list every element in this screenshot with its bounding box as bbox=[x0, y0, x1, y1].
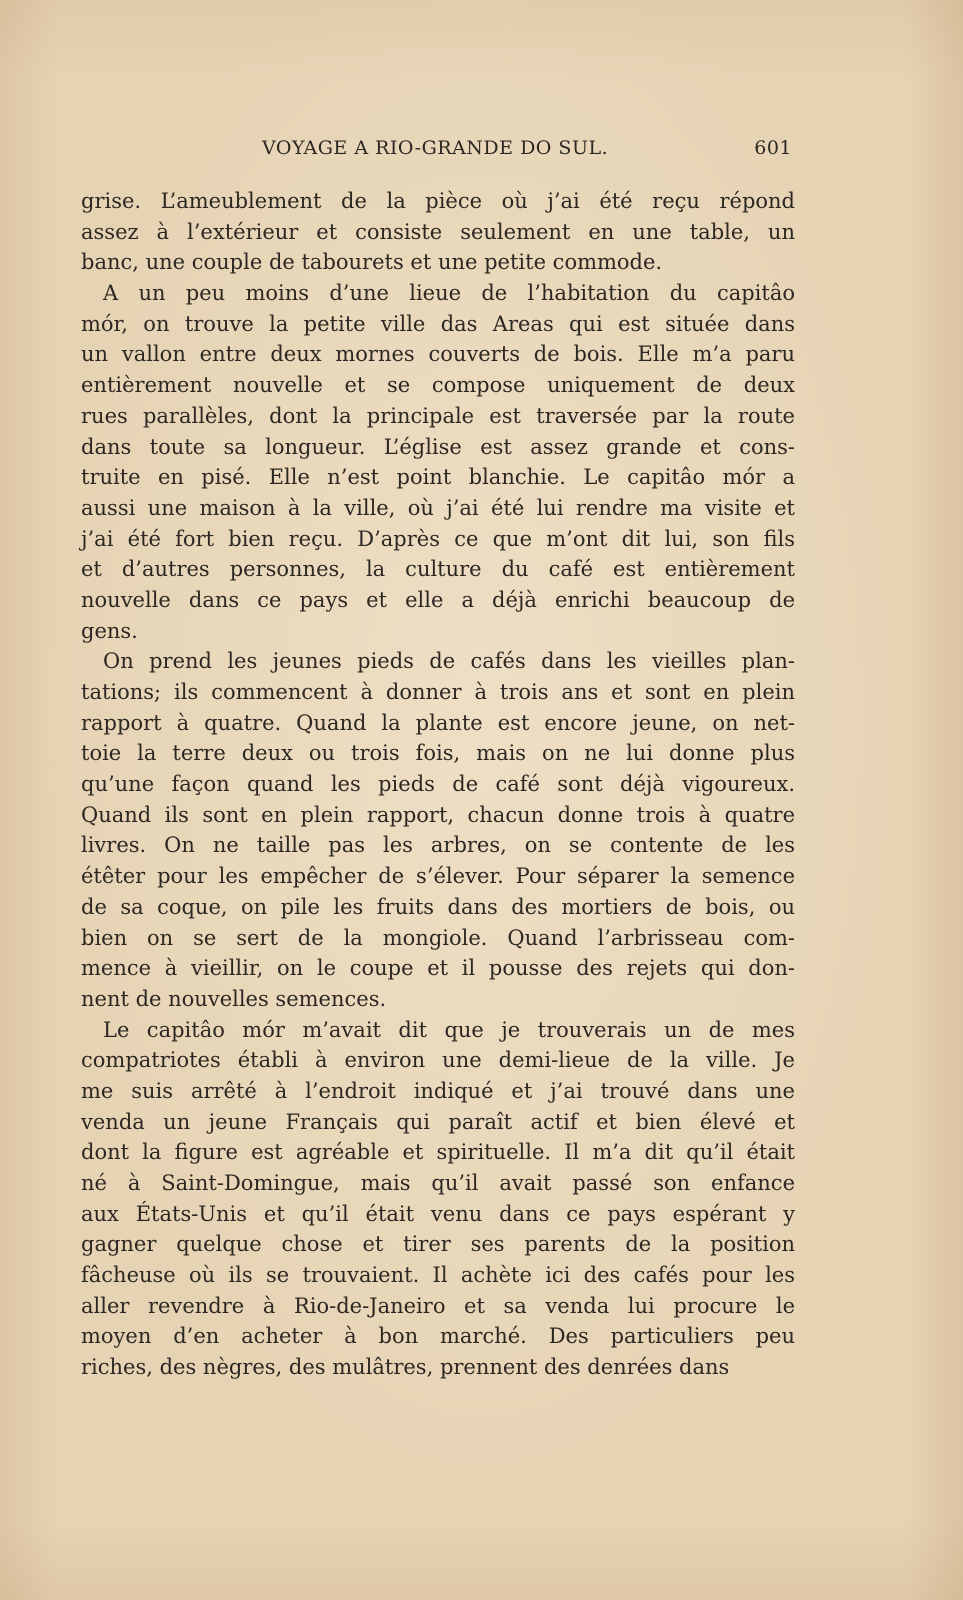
text-line: né à Saint-Domingue, mais qu’il avait passé son enfance bbox=[81, 1171, 795, 1195]
text-line: nent de nouvelles semences. bbox=[81, 986, 387, 1011]
page-number: 601 bbox=[754, 137, 792, 159]
text-line: Le capitâo mór m’avait dit que je trouverais un de mes bbox=[103, 1017, 795, 1042]
text-line: livres. On ne taille pas les arbres, on se contente de les bbox=[81, 833, 795, 858]
text-line: compatriotes établi à environ une demi-lieue de la ville. Je bbox=[81, 1048, 795, 1073]
text-line: aux États-Unis et qu’il était venu dans ce pays espérant y bbox=[81, 1201, 795, 1226]
running-head bbox=[262, 137, 792, 169]
text-line: dont la figure est agréable et spirituelle. Il m’a dit qu’il était bbox=[81, 1140, 795, 1165]
text-line: grise. L’ameublement de la pièce où j’ai été reçu répond bbox=[81, 189, 795, 213]
text-line: A un peu moins d’une lieue de l’habitation du capitâo bbox=[103, 281, 795, 306]
text-line: gagner quelque chose et tirer ses parents de la position bbox=[81, 1232, 795, 1257]
text-line: dans toute sa longueur. L’église est assez grande et cons- bbox=[81, 434, 795, 459]
text-line: mence à vieillir, on le coupe et il pousse des rejets qui don- bbox=[81, 956, 795, 981]
text-line: et d’autres personnes, la culture du café est entièrement bbox=[81, 557, 795, 582]
body-text bbox=[81, 186, 795, 1383]
text-line: aussi une maison à la ville, où j’ai été lui rendre ma visite et bbox=[81, 495, 795, 520]
text-line: tations; ils commencent à donner à trois ans et sont en plein bbox=[81, 680, 795, 704]
text-line: assez à l’extérieur et consiste seulement en une table, un bbox=[81, 219, 795, 244]
text-line: Quand ils sont en plein rapport, chacun donne trois à quatre bbox=[81, 802, 795, 827]
text-line: de sa coque, on pile les fruits dans des mortiers de bois, ou bbox=[81, 894, 795, 919]
text-line: banc, une couple de tabourets et une petite commode. bbox=[81, 250, 663, 275]
text-line: moyen d’en acheter à bon marché. Des particuliers peu bbox=[81, 1324, 795, 1349]
text-line: j’ai été fort bien reçu. D’après ce que m’ont dit lui, son fils bbox=[81, 526, 795, 551]
paragraph bbox=[81, 186, 795, 278]
text-line: un vallon entre deux mornes couverts de bois. Elle m’a paru bbox=[81, 342, 795, 367]
text-line: riches, des nègres, des mulâtres, prennent des denrées dans bbox=[81, 1355, 730, 1380]
paragraph bbox=[81, 1015, 795, 1383]
text-line: gens. bbox=[81, 618, 138, 643]
text-line: nouvelle dans ce pays et elle a déjà enrichi beaucoup de bbox=[81, 587, 795, 612]
text-line: truite en pisé. Elle n’est point blanchie. Le capitâo mór a bbox=[81, 465, 795, 490]
text-line: toie la terre deux ou trois fois, mais on ne lui donne plus bbox=[81, 741, 795, 766]
text-line: étêter pour les empêcher de s’élever. Pour séparer la semence bbox=[81, 864, 795, 889]
text-line: bien on se sert de la mongiole. Quand l’arbrisseau com- bbox=[81, 925, 795, 950]
text-line: aller revendre à Rio-de-Janeiro et sa venda lui procure le bbox=[81, 1293, 795, 1318]
paragraph bbox=[81, 278, 795, 646]
running-title: VOYAGE A RIO-GRANDE DO SUL. bbox=[262, 137, 609, 159]
text-line: venda un jeune Français qui paraît actif et bien élevé et bbox=[81, 1109, 795, 1134]
paragraph bbox=[81, 646, 795, 1014]
text-line: qu’une façon quand les pieds de café sont déjà vigoureux. bbox=[81, 772, 795, 797]
text-line: entièrement nouvelle et se compose uniquement de deux bbox=[81, 373, 795, 398]
text-line: On prend les jeunes pieds de cafés dans les vieilles plan- bbox=[103, 649, 795, 674]
text-line: rapport à quatre. Quand la plante est encore jeune, on net- bbox=[81, 710, 795, 735]
text-line: me suis arrêté à l’endroit indiqué et j’ai trouvé dans une bbox=[81, 1078, 795, 1103]
text-line: rues parallèles, dont la principale est traversée par la route bbox=[81, 403, 795, 428]
text-line: fâcheuse où ils se trouvaient. Il achète ici des cafés pour les bbox=[81, 1263, 795, 1288]
text-line: mór, on trouve la petite ville das Areas qui est située dans bbox=[81, 311, 795, 336]
